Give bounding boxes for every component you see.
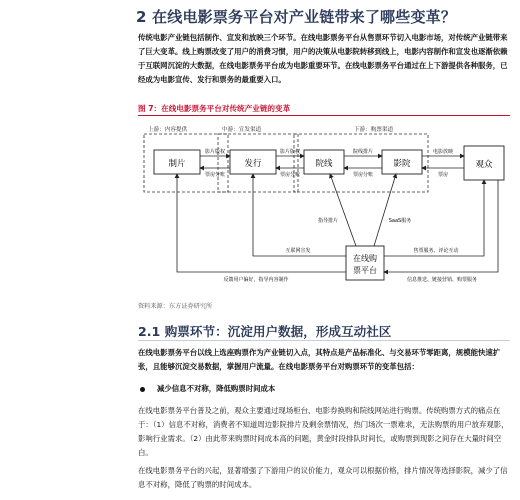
edge-feedback: 反馈用户偏好，指导内容制作 [223, 277, 289, 283]
upstream-label: 上游：内容提供 [148, 127, 188, 133]
edge-revenue-share-1: 票房分账 [204, 172, 226, 178]
edge-screening-1: 院线排片 [352, 149, 374, 155]
intro-paragraph: 传统电影产业链包括制作、宣发和放映三个环节。在线电影票务平台从售票环节切入电影市场，对传统产业链带来了巨大变革。线上购票改变了用户的消费习惯，用户的决策从电影院转移到线上，电影内容制作和宣发也逐渐依赖于互联网沉淀的大数据，在线电影票务平台成为电影重要环节。在线电影票务平台通过在上下游提供各种服务，已经成为电影宣传、发行和票务的最重要入口。 [138, 33, 508, 84]
cinema-chain-label: 院线 [315, 159, 333, 169]
edge-screening-2: 电影放映 [432, 149, 454, 155]
industry-chain-diagram [138, 118, 510, 296]
platform-label-line2: 票平台 [353, 266, 377, 275]
edge-online-promotion: 互联网宣发 [285, 248, 311, 254]
cinema-label: 影院 [393, 159, 411, 169]
paragraph-3: 在线电影票务平台普及之前，观众主要通过现场柜台、电影券换购和院线网站进行购票。传统购票方式的痛点在于：（1）信息不对称，消费者不知道周边影院排片及剩余票情况，热门场次一票难求，无法购票的用户放弃观影，影响行业需求。（2）由此带来购票时间成本高的问题，黄金时段排队时间长，或购票到现影之间存在大量时间空白。 [138, 406, 509, 457]
distribution-label: 发行 [244, 159, 262, 169]
audience-label: 观众 [475, 160, 493, 170]
platform-label-line1: 在线购 [353, 254, 377, 263]
edge-info-exchange: 信息推送、链接营销、购票服务 [406, 277, 478, 283]
section-heading: 2 在线电影票务平台对产业链带来了哪些变革？ [136, 8, 457, 26]
subsection-heading: 2.1 购票环节：沉淀用户数据，形成互动社区 [138, 324, 392, 339]
bullet-dot-icon [140, 387, 145, 392]
edge-revenue-share-2: 票房分账 [279, 172, 301, 178]
downstream-label: 下游：购票渠道 [354, 127, 394, 133]
paragraph-4: 在线电影票务平台的兴起，显著增强了下游用户的议价能力，观众可以根据价格，排片情况等选择影院，减少了信息不对称，降低了购票的时间成本。 [138, 466, 508, 489]
edge-copyright-1: 影片版权 [204, 149, 226, 155]
figure-title: 图 7：在线电影票务平台对传统产业链的变革 [138, 104, 291, 113]
edge-saas: SaaS服务 [388, 218, 412, 224]
edge-guide-ticketing: 指导排片 [317, 218, 339, 224]
bullet-text: 减少信息不对称，降低购票时间成本 [157, 384, 276, 393]
bullet-item [140, 383, 275, 394]
edge-ticket-revenue: 票房 [437, 172, 449, 178]
production-label: 制片 [168, 159, 186, 169]
figure-title-rule [138, 115, 510, 116]
paragraph-2: 在线电影票务平台以线上选座购票作为产业链切入点，其特点是产品标准化、与交易环节零距离，规模能快速扩张，且能够沉淀交易数据，掌握用户流量。在线电影票务平台对购票环节的变革包括： [138, 348, 501, 371]
edge-revenue-share-3: 票房分账 [352, 172, 374, 178]
subsection-rule [138, 340, 510, 341]
edge-copyright-2: 影片版权 [279, 149, 301, 155]
figure-source: 资料来源：东方证券研究所 [138, 303, 213, 310]
midstream-label: 中游：宣发渠道 [222, 127, 262, 133]
edge-ticketing-review: 售票服务、评论互动 [413, 248, 459, 254]
